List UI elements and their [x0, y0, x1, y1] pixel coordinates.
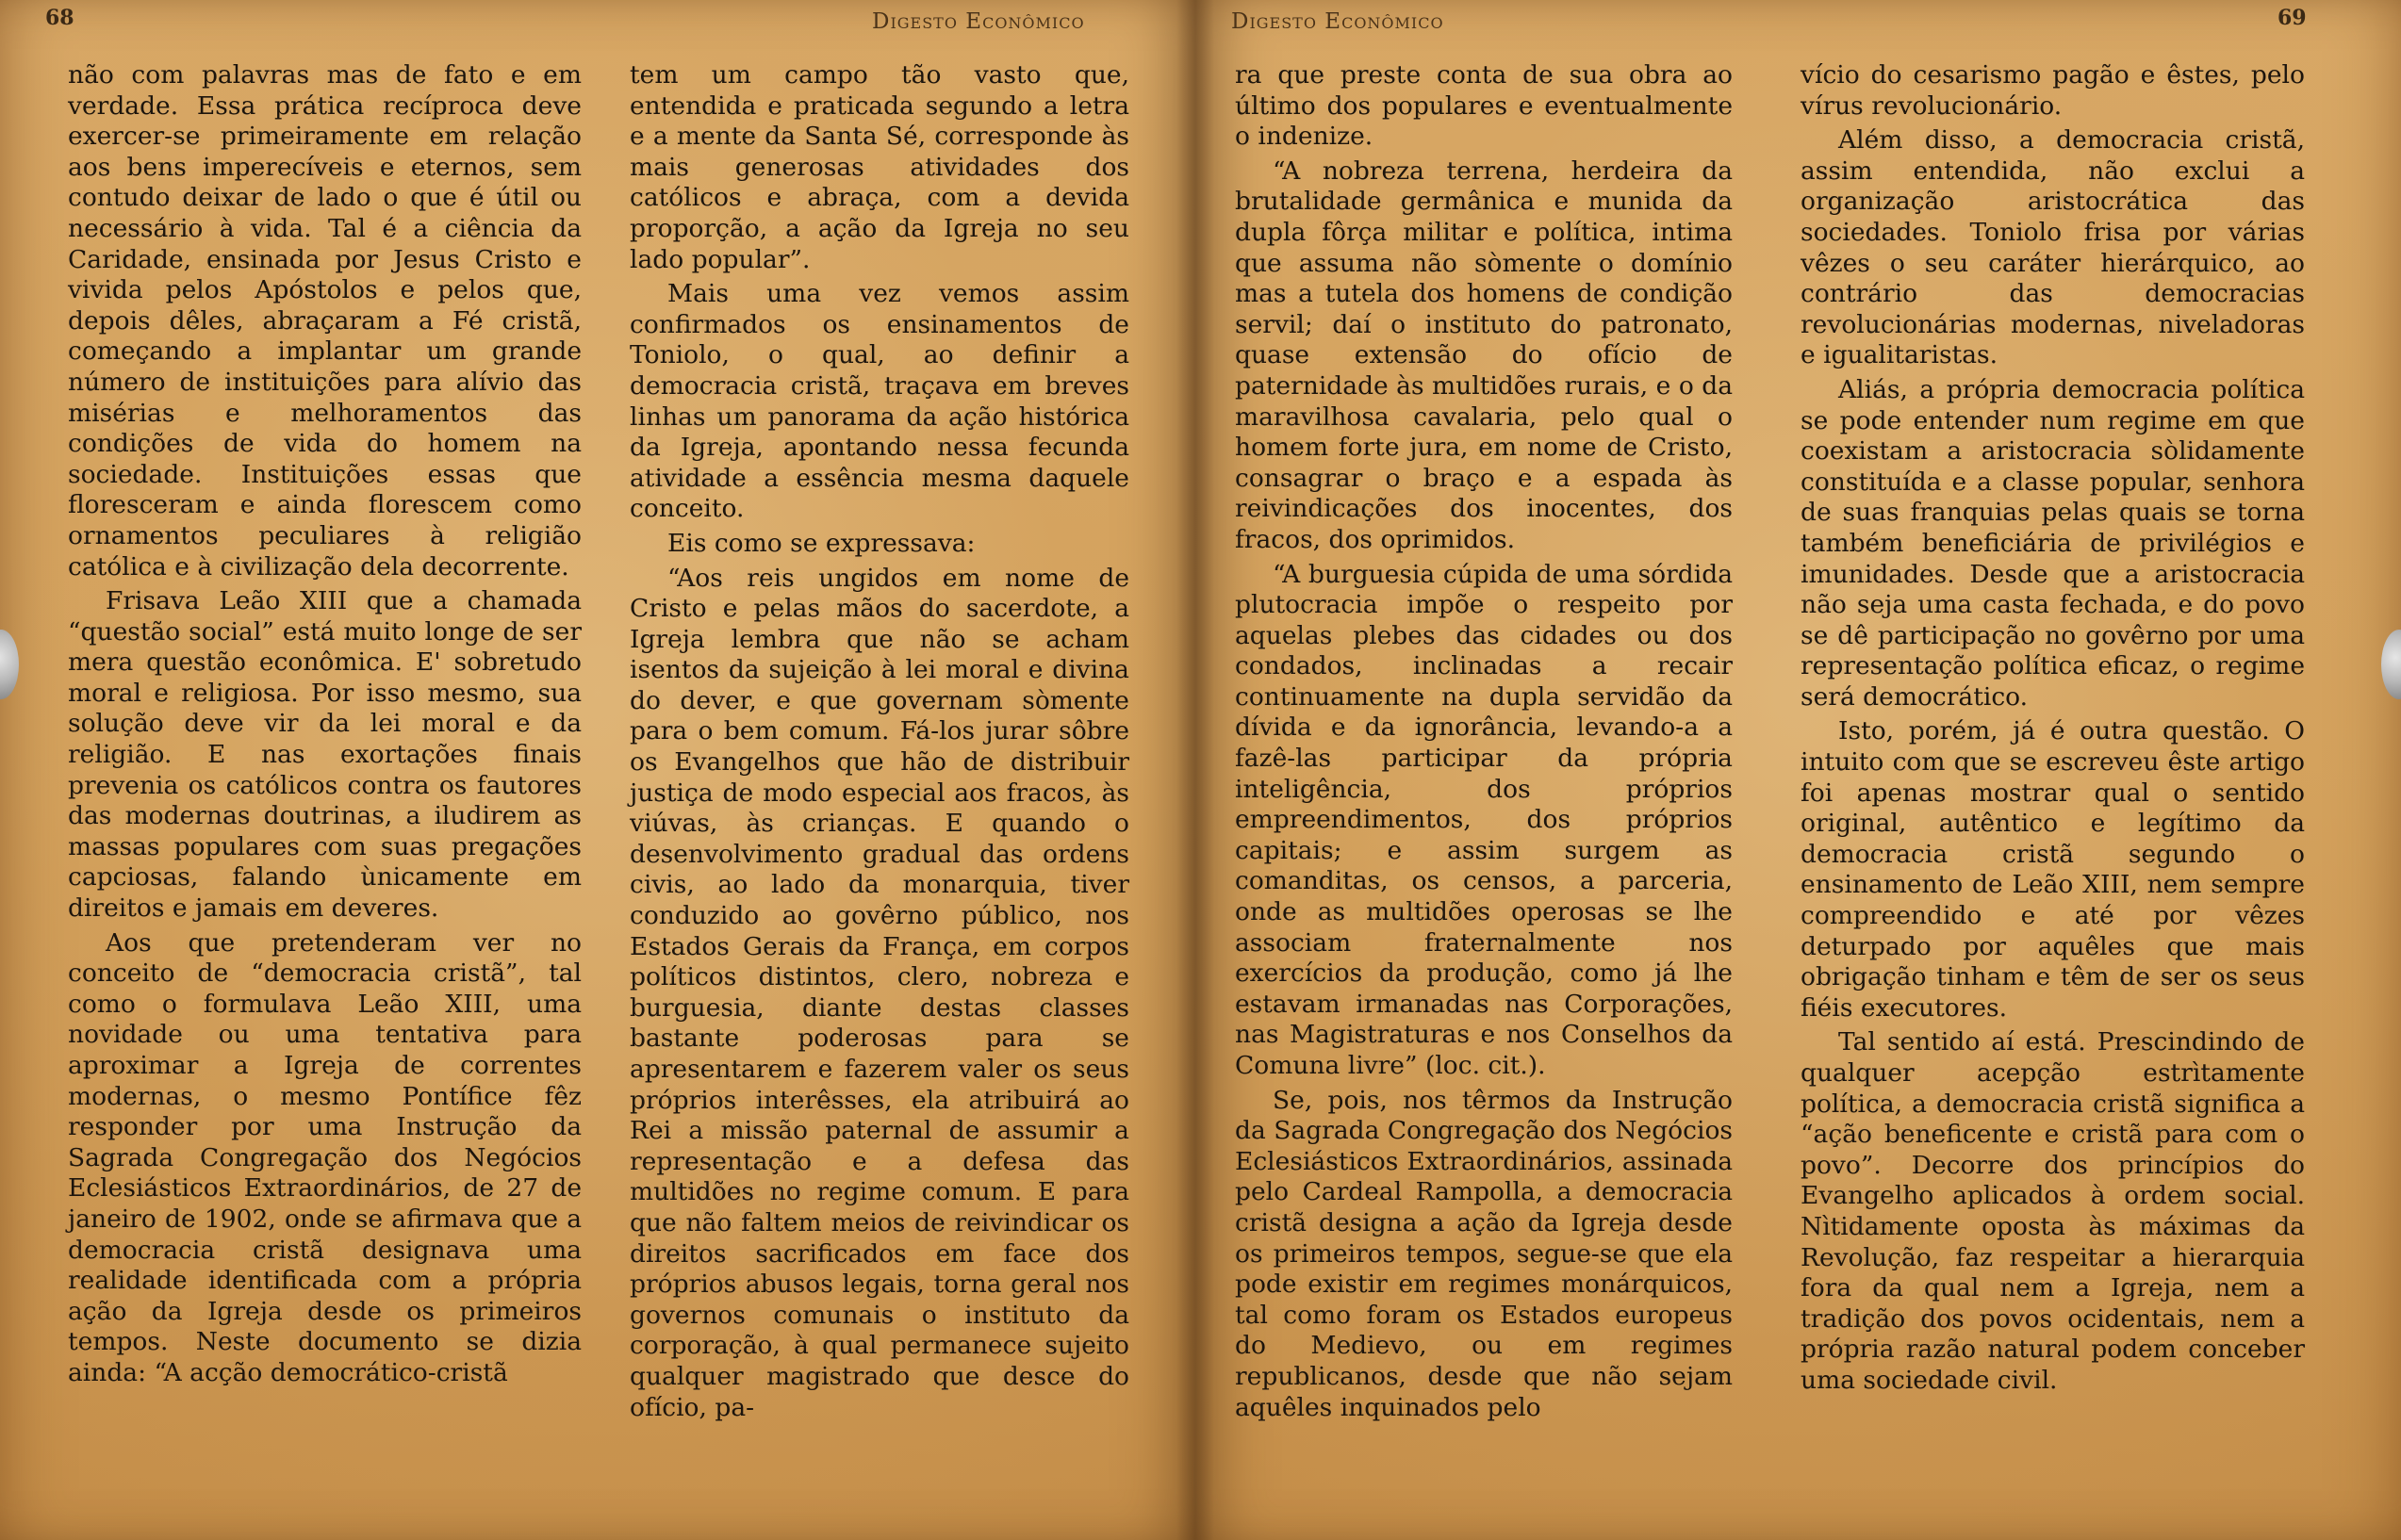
paragraph: Mais uma vez vemos assim confirmados os ensinamentos de Toniolo, o qual, ao definir a democracia cristã, traçava em breves linhas um panorama da ação histórica da Igreja, apontando nessa fecunda atividade a essência mesma daquele conceito. — [630, 279, 1129, 524]
text-column-1 — [68, 60, 582, 1389]
text-column-2 — [1801, 60, 2305, 1397]
paragraph: Se, pois, nos têrmos da Instrução da Sagrada Congregação dos Negócios Eclesiásticos Extraordinários, assinada pelo Cardeal Rampolla, a democracia cristã designa a ação da Igreja desde os primeiros tempos, segue-se que ela pode existir em regimes monárquicos, tal como foram os Estados europeus do Medievo, ou em regimes republicanos, desde que não sejam aquêles inquinados pelo — [1235, 1085, 1733, 1422]
paragraph: Aos que pretenderam ver no conceito de “democracia cristã”, tal como o formulava Leão XIII, uma novidade ou uma tentativa para aproximar a Igreja de correntes modernas, o mesmo Pontífice fêz responder por uma Instrução da Sagrada Congregação dos Negócios Eclesiásticos Extraordinários, de 27 de janeiro de 1902, onde se afirmava que a democracia cristã designava uma realidade identificada com a própria ação da Igreja desde os primeiros tempos. Neste documento se dizia ainda: “A acção democrático-cristã — [68, 927, 582, 1387]
right-page — [1195, 0, 2401, 1540]
paragraph: não com palavras mas de fato e em verdade. Essa prática recíproca deve exercer-se primeiramente em relação aos bens imperecíveis e eternos, sem contudo deixar de lado o que é útil ou necessário à vida. Tal é a ciência da Caridade, ensinada por Jesus Cristo e vivida pelos Apóstolos e pelos que, depois dêles, abraçaram a Fé cristã, começando a implantar um grande número de instituições para alívio das misérias e melhoramentos das condições de vida do homem na sociedade. Instituições essas que floresceram e ainda florescem como ornamentos peculiares à religião católica e à civilização dela decorrente. — [68, 60, 582, 582]
book-gutter — [1176, 0, 1214, 1540]
paragraph: “A burguesia cúpida de uma sórdida plutocracia impõe o respeito por aquelas plebes das cidades ou dos condados, inclinadas a recair continuamente na dupla servidão da dívida e da ignorância, levando-a a fazê-las participar da própria inteligência, dos próprios empreendimentos, dos próprios capitais; e assim surgem as comanditas, os censos, a parceria, onde as multidões operosas se lhe associam fraternalmente nos exercícios da produção, como já lhe estavam irmanadas nas Corporações, nas Magistraturas e nos Conselhos da Comuna livre” (loc. cit.). — [1235, 559, 1733, 1080]
paragraph: Tal sentido aí está. Prescindindo de qualquer acepção estrìtamente política, a democracia cristã significa a “ação beneficente e cristã para com o povo”. Decorre dos princípios do Evangelho aplicados à ordem social. Nìtidamente oposta às máximas da Revolução, faz respeitar a hierarquia fora da qual nem a Igreja, nem a tradição dos povos ocidentais, nem a própria razão natural podem conceber uma sociedade civil. — [1801, 1027, 2305, 1395]
left-page — [0, 0, 1195, 1540]
paragraph: vício do cesarismo pagão e êstes, pelo vírus revolucionário. — [1801, 60, 2305, 121]
running-head: Digesto Econômico — [872, 9, 1085, 34]
paragraph: Além disso, a democracia cristã, assim entendida, não exclui a organização aristocrática das sociedades. Toniolo frisa por várias vêzes o seu caráter hierárquico, ao contrário das democracias revolucionárias modernas, niveladoras e igualitaristas. — [1801, 125, 2305, 370]
paragraph: “A nobreza terrena, herdeira da brutalidade germânica e munida da dupla fôrça militar e política, intima que assuma não sòmente o domínio mas a tutela dos homens de condição servil; daí o instituto do patronato, quase extensão do ofício de paternidade às multidões rurais, e o da maravilhosa cavalaria, pelo qual o homem forte jura, em nome de Cristo, consagrar o braço e a espada às reivindicações dos inocentes, dos fracos, dos oprimidos. — [1235, 156, 1733, 554]
paragraph: Isto, porém, já é outra questão. O intuito com que se escreveu êste artigo foi apenas mostrar qual o sentido original, autêntico e legítimo da democracia cristã segundo o ensinamento de Leão XIII, nem sempre compreendido e até por vêzes deturpado por aquêles que mais obrigação tinham e têm de ser os seus fiéis executores. — [1801, 716, 2305, 1023]
binding-hole — [2381, 630, 2401, 699]
paragraph: ra que preste conta de sua obra ao último dos populares e eventualmente o indenize. — [1235, 60, 1733, 152]
paragraph: Frisava Leão XIII que a chamada “questão social” está muito longe de ser mera questão econômica. E' sobretudo moral e religiosa. Por isso mesmo, sua solução deve vir da lei moral e da religião. E nas exortações finais prevenia os católicos contra os fautores das modernas doutrinas, a iludirem as massas populares com suas pregações capciosas, falando ùnicamente em direitos e jamais em deveres. — [68, 586, 582, 924]
page-number: 68 — [45, 6, 74, 30]
paragraph: “Aos reis ungidos em nome de Cristo e pelas mãos do sacerdote, a Igreja lembra que não se acham isentos da sujeição à lei moral e divina do dever, e que governam sòmente para o bem comum. Fá-los jurar sôbre os Evangelhos que hão de distribuir justiça de modo especial aos fracos, às viúvas, às crianças. E quando o desenvolvimento gradual das ordens civis, ao lado da monarquia, tiver conduzido ao govêrno público, nos Estados Gerais da França, em corpos políticos distintos, clero, nobreza e burguesia, diante destas classes bastante poderosas para se apresentarem e fazerem valer os seus próprios interêsses, ela atribuirá ao Rei a missão paternal de assumir a representação e a defesa das multidões no regime comum. E para que não faltem meios de reivindicar os direitos sacrificados em face dos próprios abusos legais, torna geral nos governos comunais o instituto da corporação, à qual permanece sujeito qualquer magistrado que desce do ofício, pa- — [630, 563, 1129, 1422]
paragraph: tem um campo tão vasto que, entendida e praticada segundo a letra e a mente da Santa Sé, corresponde às mais generosas atividades dos católicos e abraça, com a devida proporção, a ação da Igreja no seu lado popular”. — [630, 60, 1129, 274]
text-column-1 — [1235, 60, 1733, 1423]
text-column-2 — [630, 60, 1129, 1423]
paragraph: Eis como se expressava: — [667, 528, 976, 558]
page-number: 69 — [2278, 6, 2307, 30]
paragraph: Aliás, a própria democracia política se pode entender num regime em que coexistam a aristocracia sòlidamente constituída e a classe popular, senhora de suas franquias pelas quais se torna também beneficiária de privilégios e imunidades. Desde que a aristocracia não seja uma casta fechada, e do povo se dê participação no govêrno por uma representação política eficaz, o regime será democrático. — [1801, 374, 2305, 712]
running-head: Digesto Econômico — [1231, 9, 1444, 34]
binding-hole — [0, 630, 19, 699]
